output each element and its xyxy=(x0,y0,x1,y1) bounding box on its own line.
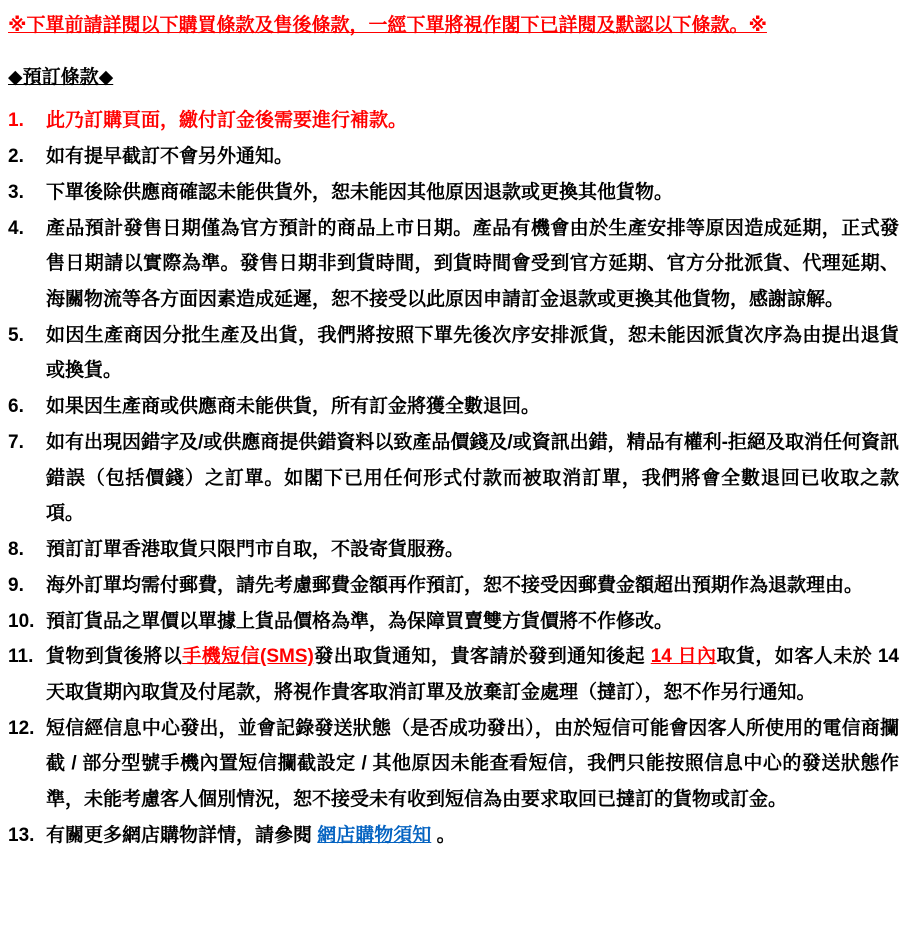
term-number: 1. xyxy=(8,110,24,132)
term-number: 8. xyxy=(8,539,24,561)
term-text-part: 取貨，如客人未於 14 天取貨期內取貨及付尾款，將視作貴客取消訂單及放棄訂金處理（撻訂），恕不作另行通知。 xyxy=(46,646,899,703)
term-item xyxy=(8,175,899,211)
term-text xyxy=(46,139,899,175)
term-text-part: 有關更多網店購物詳情，請參閱 xyxy=(46,824,318,846)
term-item xyxy=(8,711,899,818)
term-text xyxy=(46,532,899,568)
term-text xyxy=(46,318,899,389)
term-number: 3. xyxy=(8,181,24,203)
term-text xyxy=(46,211,899,318)
term-text-part: 如有提早截訂不會另外通知。 xyxy=(46,146,294,168)
term-text-part: 14 日內 xyxy=(650,646,717,668)
term-text-part: 貨物到貨後將以 xyxy=(46,646,183,668)
terms-document xyxy=(8,8,899,854)
term-item xyxy=(8,532,899,568)
term-text xyxy=(46,103,899,139)
term-text-part: 產品預計發售日期僅為官方預計的商品上市日期。產品有機會由於生產安排等原因造成延期，正式發售日期請以實際為準。發售日期非到貨時間，到貨時間會受到官方延期、官方分批派貨、代理延期、海關物流等各方面因素造成延遲，恕不接受以此原因申請訂金退款或更換其他貨物，感謝諒解。 xyxy=(46,217,899,311)
term-text xyxy=(46,711,899,818)
term-number: 10. xyxy=(8,610,35,632)
term-text-part: 預訂貨品之單價以單據上貨品價格為準，為保障買賣雙方貨價將不作修改。 xyxy=(46,610,674,632)
term-text-part: 短信經信息中心發出，並會記錄發送狀態（是否成功發出），由於短信可能會因客人所使用的電信商攔截 / 部分型號手機內置短信攔截設定 / 其他原因未能查看短信，我們只能按照信息中心的發送狀態作準，未能考慮客人個別情況，恕不接受未有收到短信為由要求取回已撻訂的貨物或訂金。 xyxy=(46,717,899,811)
term-text-part: 如有出現因錯字及/或供應商提供錯資料以致產品價錢及/或資訊出錯，精品有權利-拒絕及取消任何資訊錯誤（包括價錢）之訂單。如閣下已用任何形式付款而被取消訂單，我們將會全數退回已收取之款項。 xyxy=(46,431,899,525)
term-number: 4. xyxy=(8,217,24,239)
term-text xyxy=(46,818,899,854)
term-item xyxy=(8,818,899,854)
term-text xyxy=(46,568,899,604)
term-item xyxy=(8,211,899,318)
term-number: 13. xyxy=(8,824,35,846)
shop-guide-link[interactable]: 網店購物須知 xyxy=(317,824,432,846)
term-item xyxy=(8,318,899,389)
term-item xyxy=(8,604,899,640)
term-text xyxy=(46,425,899,532)
term-number: 2. xyxy=(8,146,24,168)
term-number: 5. xyxy=(8,324,24,346)
term-item xyxy=(8,568,899,604)
term-text-part: 海外訂單均需付郵費，請先考慮郵費金額再作預訂，恕不接受因郵費金額超出預期作為退款理由。 xyxy=(46,574,864,596)
term-text xyxy=(46,389,899,425)
term-text-part: 如果因生產商或供應商未能供貨，所有訂金將獲全數退回。 xyxy=(46,396,541,418)
term-text-part: 發出取貨通知，貴客請於發到通知後起 xyxy=(313,646,651,668)
term-text-part: 手機短信(SMS) xyxy=(182,646,314,668)
term-number: 9. xyxy=(8,574,24,596)
term-text-part: 預訂訂單香港取貨只限門市自取，不設寄貨服務。 xyxy=(46,539,465,561)
section-title: ◆預訂條款◆ xyxy=(8,66,114,88)
term-item xyxy=(8,139,899,175)
term-text xyxy=(46,175,899,211)
term-number: 12. xyxy=(8,717,35,739)
term-text-part: 下單後除供應商確認未能供貨外，恕未能因其他原因退款或更換其他貨物。 xyxy=(46,181,674,203)
term-item xyxy=(8,425,899,532)
term-text-part: 如因生產商因分批生產及出貨，我們將按照下單先後次序安排派貨，恕未能因派貨次序為由提出退貨或換貨。 xyxy=(46,324,899,382)
top-notice: ※下單前請詳閱以下購買條款及售後條款，一經下單將視作閣下已詳閱及默認以下條款。※ xyxy=(8,15,767,36)
term-number: 6. xyxy=(8,396,24,418)
term-text-part: 此乃訂購頁面，繳付訂金後需要進行補款。 xyxy=(46,110,408,132)
term-text xyxy=(46,604,899,640)
terms-list xyxy=(8,103,899,853)
term-item xyxy=(8,389,899,425)
term-text xyxy=(46,639,899,710)
term-number: 11. xyxy=(8,646,34,668)
term-item xyxy=(8,103,899,139)
term-number: 7. xyxy=(8,431,24,453)
term-text-part: 。 xyxy=(431,824,456,846)
term-item xyxy=(8,639,899,710)
